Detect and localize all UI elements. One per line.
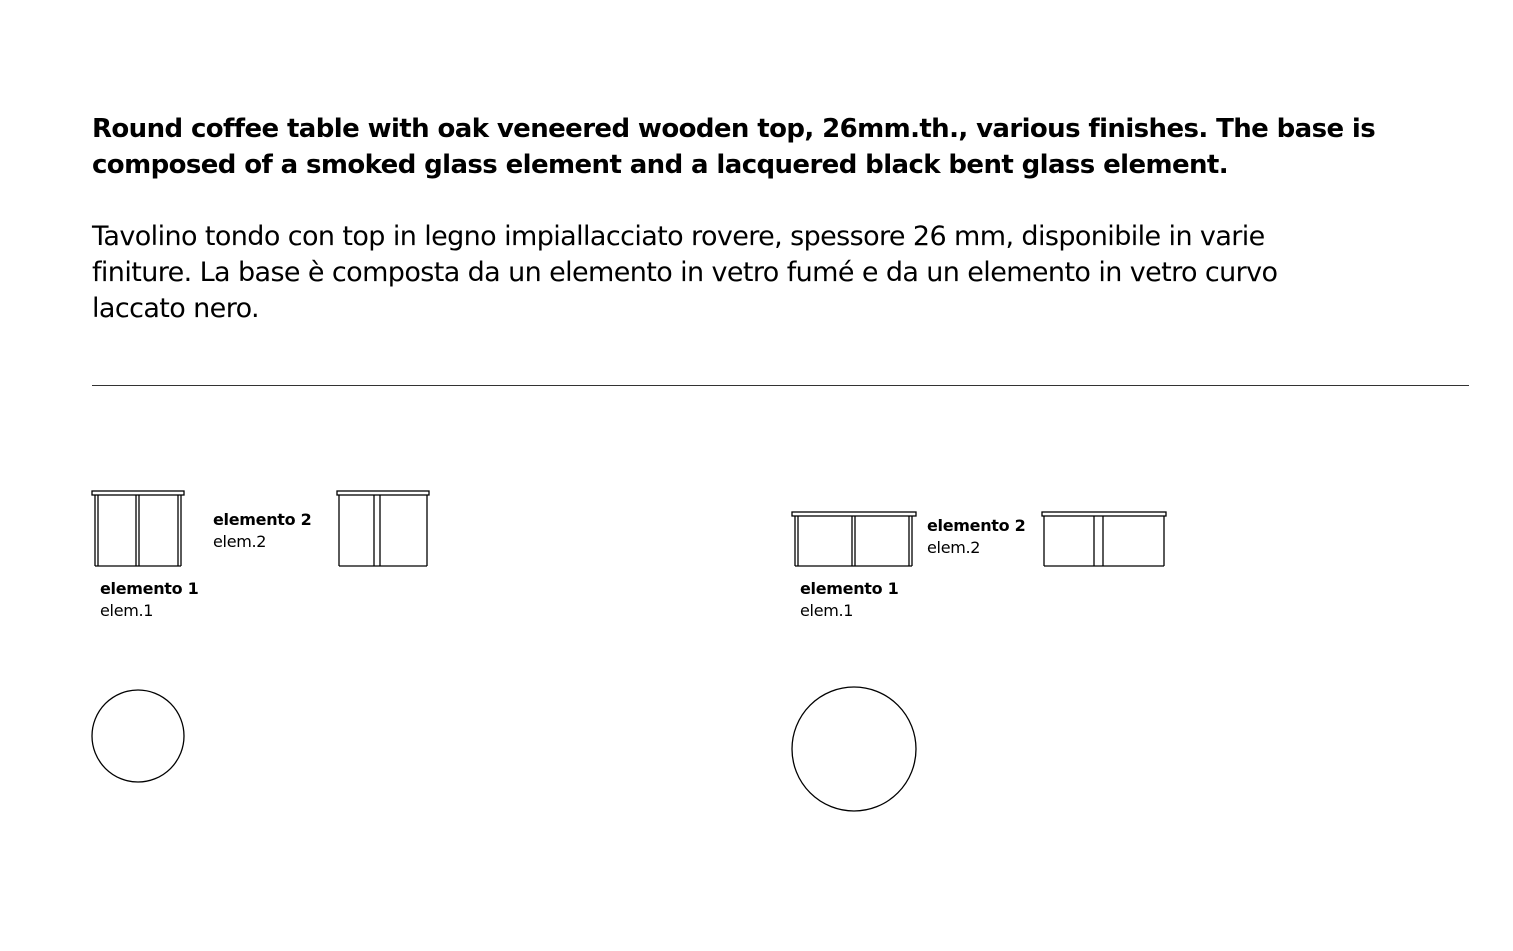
description-english: Round coffee table with oak veneered wooden top, 26mm.th., various finishes. The base is composed of a smoked glass element and a lacquered black bent glass element. [92,114,1376,180]
small-element-2-abbr: elem.2 [213,532,267,551]
small-element-1-name: elemento 1 [100,579,199,598]
small-element-1-label [100,578,198,622]
large-element-1-name: elemento 1 [800,579,899,598]
large-table-front-view [792,512,916,566]
large-table-top-view [792,687,916,811]
large-side-top [1042,512,1166,516]
small-table-top-view [92,690,184,782]
small-side-top [337,491,429,495]
small-table-front-view [92,491,184,566]
large-front-top [792,512,916,516]
large-element-2-label [927,515,1025,559]
large-element-1-label [800,578,898,622]
small-element-2-name: elemento 2 [213,510,312,529]
description-italian: Tavolino tondo con top in legno impiallacciato rovere, spessore 26 mm, disponibile in varie finiture. La base è composta da un elemento in vetro fumé e da un elemento in vetro curvo laccato nero. [92,221,1278,324]
large-table-side-view [1042,512,1166,566]
small-front-top [92,491,184,495]
large-element-2-abbr: elem.2 [927,538,981,557]
small-element-1-abbr: elem.1 [100,601,154,620]
small-table-side-view [337,491,429,566]
large-element-1-abbr: elem.1 [800,601,854,620]
large-element-2-name: elemento 2 [927,516,1026,535]
small-element-2-label [213,509,311,553]
